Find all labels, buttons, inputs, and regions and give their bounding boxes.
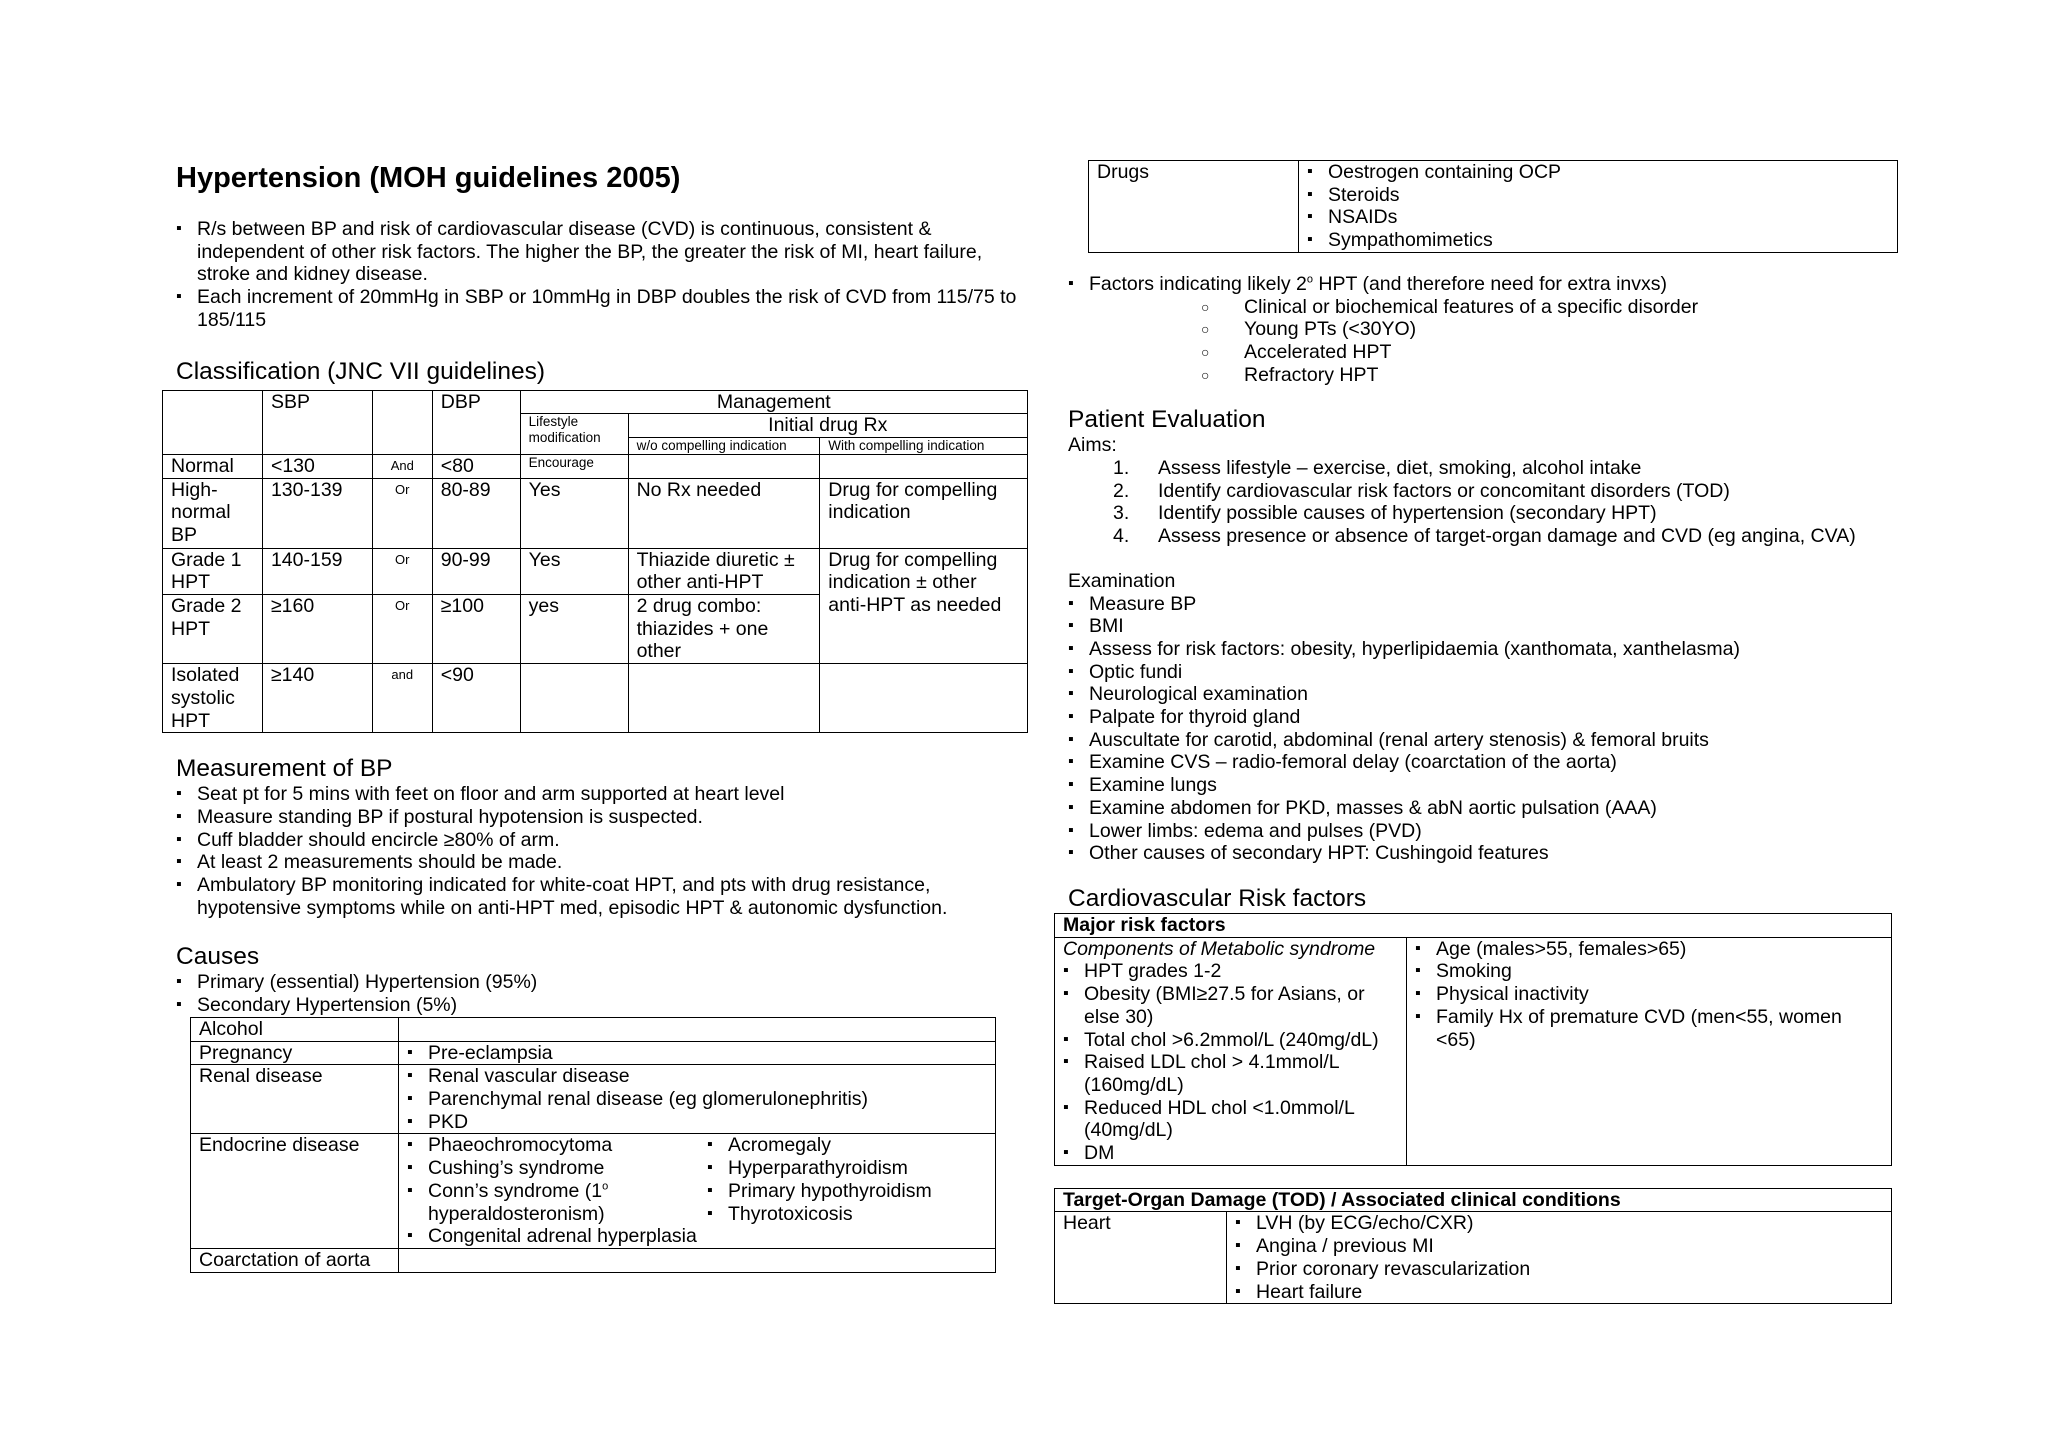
list-item: ▪ Family Hx of premature CVD (men<55, women <65) (1415, 1006, 1883, 1051)
page-title: Hypertension (MOH guidelines 2005) (176, 162, 681, 194)
list-item: ▪ Angina / previous MI (1235, 1235, 1883, 1258)
list-item: ▪ Palpate for thyroid gland (1068, 706, 1918, 729)
alcohol-cell: Alcohol (191, 1017, 399, 1041)
list-item: ▪ Secondary Hypertension (5%) (176, 994, 1036, 1017)
list-item: ▪ Cuff bladder should encircle ≥80% of arm. (176, 829, 1036, 852)
management-header: Management (520, 390, 1027, 414)
list-item: ▪ Heart failure (1235, 1281, 1883, 1304)
list-item: ▪ LVH (by ECG/echo/CXR) (1235, 1212, 1883, 1235)
dbp-header: DBP (432, 390, 520, 454)
list-item: ▪ Congenital adrenal hyperplasia (407, 1225, 707, 1248)
coarctation-cell: Coarctation of aorta (191, 1248, 399, 1272)
list-item: ▪ Phaeochromocytoma (407, 1134, 707, 1157)
list-item: 3. Identify possible causes of hypertension (secondary HPT) (1113, 502, 1657, 525)
list-item: ▪ Ambulatory BP monitoring indicated for white-coat HPT, and pts with drug resistance, hypotensive symptoms while on anti-HPT med, episodic HPT & autonomic dysfunction. (176, 874, 1036, 919)
initial-drug-header: Initial drug Rx (628, 414, 1027, 438)
endocrine-cell: Endocrine disease (191, 1134, 399, 1249)
list-item: ▪ Obesity (BMI≥27.5 for Asians, or else 30) (1063, 983, 1398, 1028)
list-item: ○ Refractory HPT (1068, 364, 1918, 387)
measurement-heading: Measurement of BP (176, 755, 393, 783)
metabolic-label: Components of Metabolic syndrome (1063, 937, 1376, 960)
list-item: ▪ Primary (essential) Hypertension (95%) (176, 971, 1036, 994)
left-column (171, 160, 1036, 1273)
classification-table (162, 390, 1028, 734)
examination-list (1068, 593, 1918, 865)
secondary-factors-list (1068, 273, 1918, 296)
list-item: ▪ Cushing’s syndrome (407, 1157, 707, 1180)
drugs-table (1088, 160, 1898, 253)
list-item: ○ Clinical or biochemical features of a specific disorder (1068, 296, 1918, 319)
classification-heading: Classification (JNC VII guidelines) (176, 357, 545, 385)
list-item: ▪ PKD (407, 1111, 987, 1134)
list-item: ▪ Seat pt for 5 mins with feet on floor and arm supported at heart level (176, 783, 1036, 806)
list-item: ▪ HPT grades 1-2 (1063, 960, 1398, 983)
list-item: ▪ Age (males>55, females>65) (1415, 938, 1883, 961)
list-item: ▪ Neurological examination (1068, 683, 1918, 706)
list-item: ▪ Measure BP (1068, 593, 1918, 616)
causes-list (176, 971, 1036, 1016)
list-item: ▪ Auscultate for carotid, abdominal (renal artery stenosis) & femoral bruits (1068, 729, 1918, 752)
intro-list (176, 218, 1036, 332)
list-item: ▪ Total chol >6.2mmol/L (240mg/dL) (1063, 1029, 1398, 1052)
heart-label: Heart (1055, 1212, 1227, 1304)
aims-label: Aims: (1068, 434, 1117, 457)
list-item: ▪ Parenchymal renal disease (eg glomerulonephritis) (407, 1088, 987, 1111)
list-item: ▪ Examine abdomen for PKD, masses & abN aortic pulsation (AAA) (1068, 797, 1918, 820)
list-item: ▪ Thyrotoxicosis (707, 1203, 932, 1226)
list-item: ▪ Lower limbs: edema and pulses (PVD) (1068, 820, 1918, 843)
list-item: ▪ Hyperparathyroidism (707, 1157, 932, 1180)
tod-header: Target-Organ Damage (TOD) / Associated clinical conditions (1055, 1188, 1892, 1212)
list-item: ▪ Assess for risk factors: obesity, hyperlipidaemia (xanthomata, xanthelasma) (1068, 638, 1918, 661)
sbp-header: SBP (262, 390, 372, 454)
measurement-list (176, 783, 1036, 919)
list-item: ▪ Measure standing BP if postural hypotension is suspected. (176, 806, 1036, 829)
list-item: ▪ DM (1063, 1142, 1398, 1165)
list-item: 1. Assess lifestyle – exercise, diet, smoking, alcohol intake (1113, 457, 1642, 480)
list-item: ▪ R/s between BP and risk of cardiovascular disease (CVD) is continuous, consistent & independent of other risk factors. The higher the BP, the greater the risk of MI, heart failure, stroke and kidney disease. (176, 218, 1036, 286)
risk-table (1054, 913, 1892, 1166)
list-item: ▪ Raised LDL chol > 4.1mmol/L (160mg/dL) (1063, 1051, 1398, 1096)
list-item: ▪ Physical inactivity (1415, 983, 1883, 1006)
list-item: 4. Assess presence or absence of target-organ damage and CVD (eg angina, CVA) (1113, 525, 1856, 548)
with-indication-header: With compelling indication (820, 437, 1028, 454)
list-item: ▪ At least 2 measurements should be made. (176, 851, 1036, 874)
examination-label: Examination (1068, 569, 1176, 592)
renal-cell: Renal disease (191, 1065, 399, 1134)
list-item: ▪ Smoking (1415, 960, 1883, 983)
lifestyle-header: Lifestyle modification (520, 414, 628, 455)
table-row: Grade 2 HPT ≥160 Or ≥100 yes 2 drug combo: thiazides + one other (163, 595, 1028, 664)
tod-table (1054, 1188, 1892, 1305)
list-item: ▪ Oestrogen containing OCP (1307, 161, 1889, 184)
table-row: Normal <130 And <80 Encourage (163, 454, 1028, 478)
causes-table (190, 1017, 996, 1273)
list-item: ▪ Renal vascular disease (407, 1065, 987, 1088)
list-item: ▪ Acromegaly (707, 1134, 932, 1157)
table-row: Isolated systolic HPT ≥140 and <90 (163, 664, 1028, 733)
table-row: High-normal BP 130-139 Or 80-89 Yes No Rx needed Drug for compelling indication (163, 478, 1028, 548)
list-item: ▪ Primary hypothyroidism (707, 1180, 932, 1203)
list-item: 2. Identify cardiovascular risk factors or concomitant disorders (TOD) (1113, 479, 1730, 502)
secondary-factors-sublist (1068, 296, 1918, 387)
major-risk-header: Major risk factors (1055, 913, 1892, 937)
list-item: ▪ Examine lungs (1068, 774, 1918, 797)
list-item: ▪ Each increment of 20mmHg in SBP or 10mmHg in DBP doubles the risk of CVD from 115/75 to 185/115 (176, 286, 1036, 331)
list-item: ○ Young PTs (<30YO) (1068, 318, 1918, 341)
list-item: ▪ Reduced HDL chol <1.0mmol/L (40mg/dL) (1063, 1097, 1398, 1142)
list-item: ▪ Prior coronary revascularization (1235, 1258, 1883, 1281)
list-item: ▪ Optic fundi (1068, 661, 1918, 684)
list-item: ▪ Factors indicating likely 2$^o$ HPT (and therefore need for extra invxs) (1068, 273, 1918, 296)
list-item: ▪ Other causes of secondary HPT: Cushingoid features (1068, 842, 1918, 865)
list-item: ▪ Sympathomimetics (1307, 229, 1889, 252)
risk-heading: Cardiovascular Risk factors (1068, 884, 1367, 912)
right-column (1063, 160, 1918, 1304)
list-item: ▪ Examine CVS – radio-femoral delay (coarctation of the aorta) (1068, 751, 1918, 774)
causes-heading: Causes (176, 943, 260, 971)
without-indication-header: w/o compelling indication (628, 437, 820, 454)
drugs-label: Drugs (1089, 161, 1299, 253)
list-item: ▪ Pre-eclampsia (407, 1042, 987, 1065)
table-row: Grade 1 HPT 140-159 Or 90-99 Yes Thiazide diuretic ± other anti-HPT Drug for compelling indication ± other anti-HPT as needed (163, 548, 1028, 594)
list-item: ▪ Conn’s syndrome (1$^o$ hyperaldosteronism) (407, 1180, 707, 1225)
list-item: ▪ BMI (1068, 615, 1918, 638)
aims-list (1068, 457, 1918, 548)
pregnancy-cell: Pregnancy (191, 1041, 399, 1065)
list-item: ▪ Steroids (1307, 184, 1889, 207)
evaluation-heading: Patient Evaluation (1068, 406, 1266, 434)
list-item: ▪ NSAIDs (1307, 206, 1889, 229)
list-item: ○ Accelerated HPT (1068, 341, 1918, 364)
